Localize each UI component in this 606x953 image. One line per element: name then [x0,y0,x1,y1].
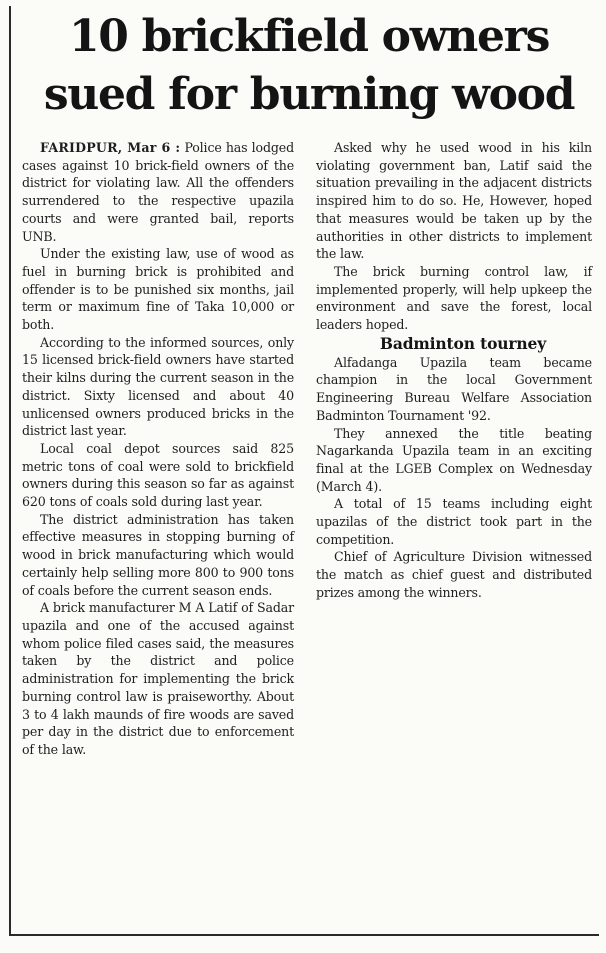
headline-line-1: 10 brickfield owners [68,11,550,62]
paragraph-latif-asked: Asked why he used wood in his kiln violating government ban, Latif said the situation prevailing in the adjacent districts inspired him to do so. He, However, hoped that measures would be taken up by the authorities in other districts to implement the law. [316,140,592,262]
paragraph-latif-statement: A brick manufacturer M A Latif of Sadar upazila and one of the accused against whom police filed cases said, the measures taken by the district and police administration for implementing the brick burning control law is praiseworthy. About 3 to 4 lakh maunds of fire woods are saved per day in the district due to enforcement of the law. [22,600,294,757]
lead-text: Police has lodged cases against 10 brick-field owners of the district for violating law. All the offenders surrendered to the respective upazila courts and were granted bail, reports UNB. [22,140,294,244]
badminton-subhead: Badminton tourney [379,333,547,353]
article-column-left [22,139,294,759]
badminton-paragraph-champion: Alfadanga Upazila team became champion in the local Government Engineering Bureau Welfare Association Badminton Tournament '92. [316,354,592,423]
paragraph-administration-measures: The district administration has taken effective measures in stopping burning of wood in brick manufacturing which would certainly help selling more 800 to 900 tons of coals before the current season ends. [22,511,294,598]
paragraph-law: Under the existing law, use of wood as fuel in burning brick is prohibited and offender is to be punished six months, jail term or maximum fine of Taka 10,000 or both. [22,246,294,333]
badminton-paragraph-final: They annexed the title beating Nagarkanda Upazila team in an exciting final at the LGEB Complex on Wednesday (March 4). [316,425,592,494]
paragraph-control-law: The brick burning control law, if implemented properly, will help upkeep the environment and save the forest, local leaders hoped. [316,263,592,333]
badminton-paragraph-teams: A total of 15 teams including eight upazilas of the district took part in the competition. [316,496,592,547]
article-column-right [316,139,592,602]
lead-paragraph [22,139,294,245]
headline [12,8,606,124]
headline-line-2: sued for burning wood [43,69,575,120]
bottom-border-rule [9,934,599,936]
badminton-paragraph-prizes: Chief of Agriculture Division witnessed the match as chief guest and distributed prizes among the winners. [316,549,592,600]
paragraph-licensed-owners: According to the informed sources, only 15 licensed brick-field owners have started their kilns during the current season in the district. Sixty licensed and about 40 unlicensed owners produced bricks in the district last year. [22,334,294,439]
paragraph-coal-sales: Local coal depot sources said 825 metric tons of coal were sold to brickfield owners during this season so far as against 620 tons of coals sold during last year. [22,440,294,510]
dateline: FARIDPUR, Mar 6 : [40,140,181,155]
left-border-rule [9,6,11,936]
